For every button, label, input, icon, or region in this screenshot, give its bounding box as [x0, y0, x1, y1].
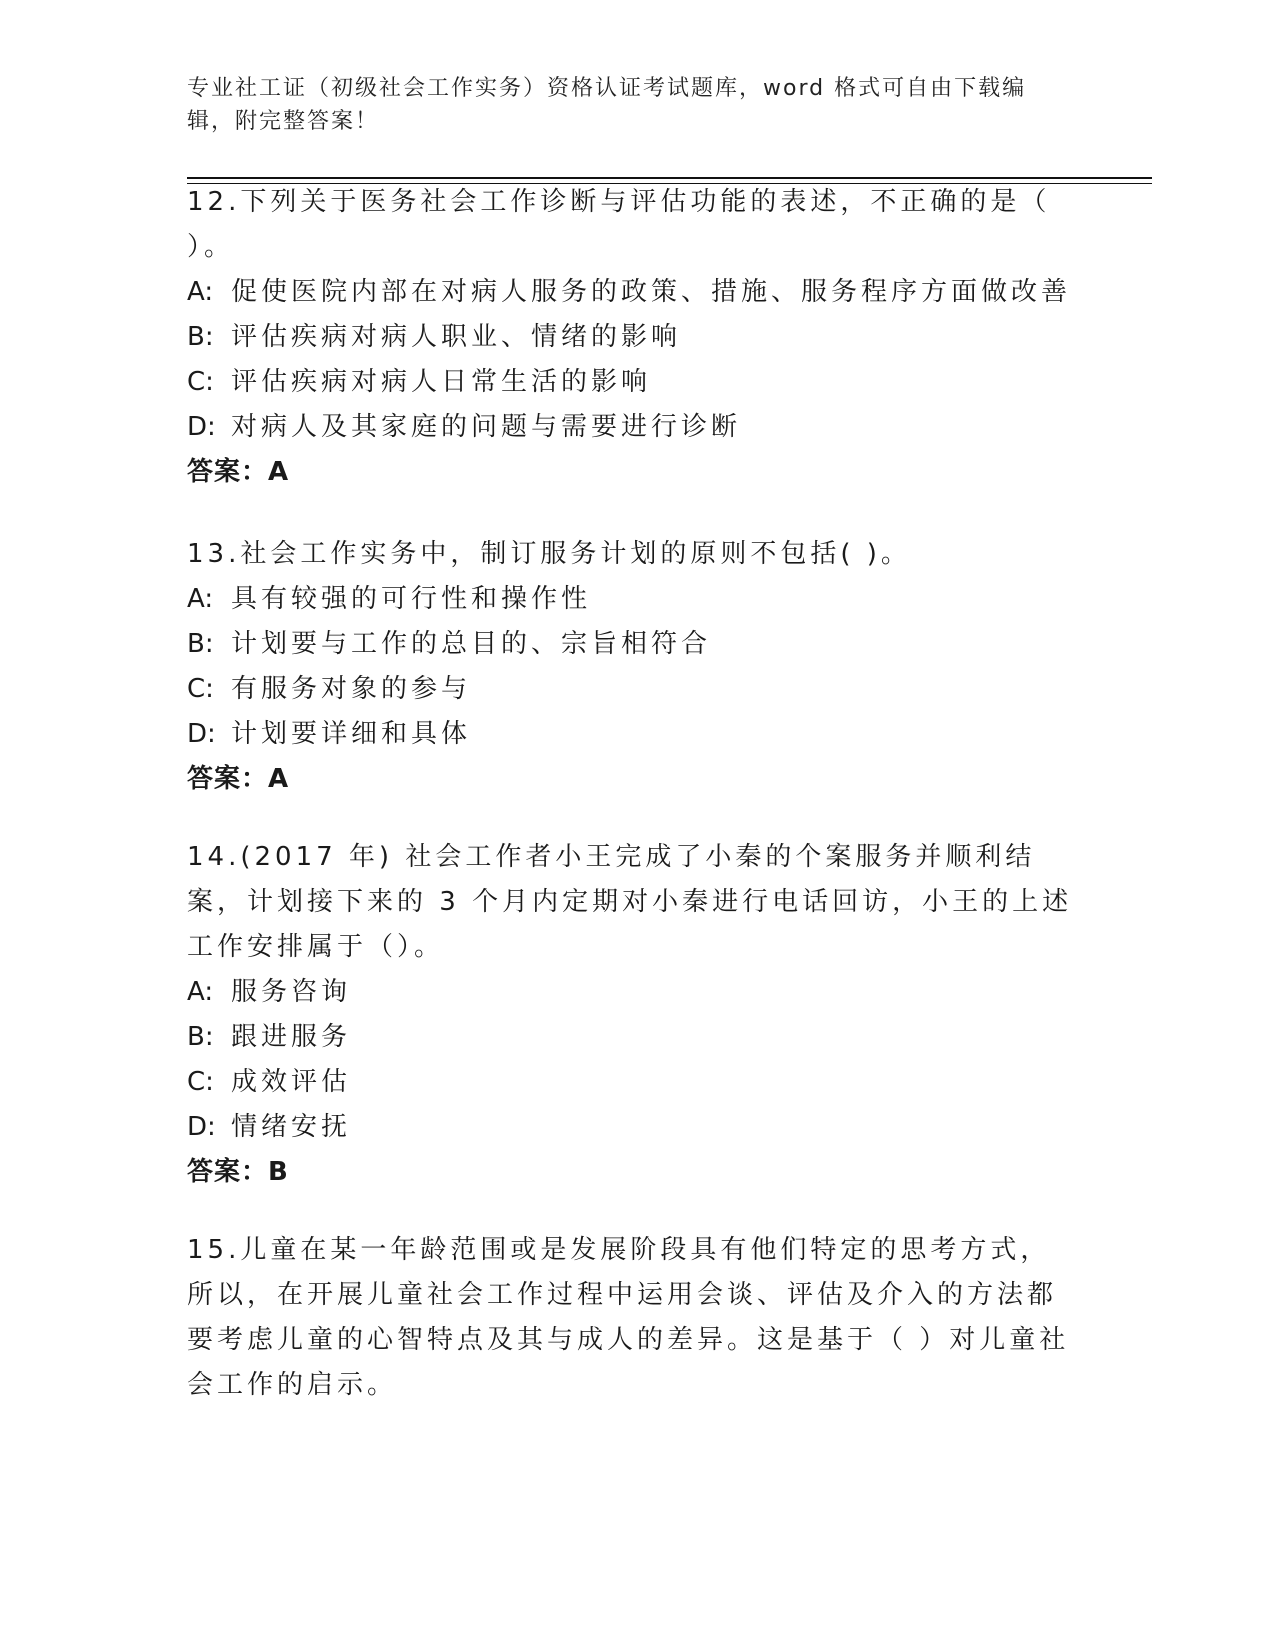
option-key: D: [187, 719, 216, 749]
header-divider-thick [187, 177, 1152, 179]
question-stem: 13.社会工作实务中，制订服务计划的原则不包括( )。 [187, 539, 911, 569]
option-text: 计划要与工作的总目的、宗旨相符合 [231, 629, 712, 659]
option-text: 计划要详细和具体 [231, 719, 472, 749]
option-key: B: [187, 1022, 214, 1052]
option-key: D: [187, 1112, 216, 1142]
question-14 [187, 835, 1077, 1195]
option-key: C: [187, 367, 214, 397]
document-header: 专业社工证（初级社会工作实务）资格认证考试题库，word 格式可自由下载编辑，附完整答案！ [187, 76, 1027, 134]
option-key: A: [187, 584, 214, 614]
question-12 [187, 180, 1077, 495]
option-b [187, 622, 1077, 667]
option-text: 有服务对象的参与 [231, 674, 472, 704]
option-a [187, 577, 1077, 622]
option-d [187, 405, 1077, 450]
option-text: 促使医院内部在对病人服务的政策、措施、服务程序方面做改善 [231, 277, 1072, 307]
question-13 [187, 532, 1077, 802]
option-text: 评估疾病对病人日常生活的影响 [231, 367, 652, 397]
option-key: B: [187, 629, 214, 659]
question-15 [187, 1228, 1077, 1408]
option-text: 评估疾病对病人职业、情绪的影响 [231, 322, 682, 352]
question-stem: 14.(2017 年) 社会工作者小王完成了小秦的个案服务并顺利结案，计划接下来的 3 个月内定期对小秦进行电话回访，小王的上述工作安排属于（）。 [187, 842, 1073, 962]
option-text: 具有较强的可行性和操作性 [231, 584, 592, 614]
option-c [187, 667, 1077, 712]
option-key: C: [187, 1067, 214, 1097]
option-a [187, 270, 1077, 315]
option-b [187, 1015, 1077, 1060]
question-stem: 12.下列关于医务社会工作诊断与评估功能的表述，不正确的是（ ）。 [187, 187, 1051, 262]
option-a [187, 970, 1077, 1015]
option-key: B: [187, 322, 214, 352]
option-text: 对病人及其家庭的问题与需要进行诊断 [231, 412, 742, 442]
option-c [187, 360, 1077, 405]
answer-line: 答案：B [187, 1157, 289, 1187]
answer-line: 答案：A [187, 457, 290, 487]
option-key: A: [187, 277, 214, 307]
option-b [187, 315, 1077, 360]
answer-line: 答案：A [187, 764, 290, 794]
option-d [187, 1105, 1077, 1150]
option-text: 成效评估 [231, 1067, 352, 1097]
question-stem: 15.儿童在某一年龄范围或是发展阶段具有他们特定的思考方式，所以，在开展儿童社会工作过程中运用会谈、评估及介入的方法都要考虑儿童的心智特点及其与成人的差异。这是基于（ ）对儿童社会工作的启示。 [187, 1235, 1070, 1400]
option-key: D: [187, 412, 216, 442]
option-text: 跟进服务 [231, 1022, 352, 1052]
option-text: 服务咨询 [231, 977, 352, 1007]
option-text: 情绪安抚 [231, 1112, 352, 1142]
option-c [187, 1060, 1077, 1105]
option-key: A: [187, 977, 214, 1007]
option-key: C: [187, 674, 214, 704]
option-d [187, 712, 1077, 757]
